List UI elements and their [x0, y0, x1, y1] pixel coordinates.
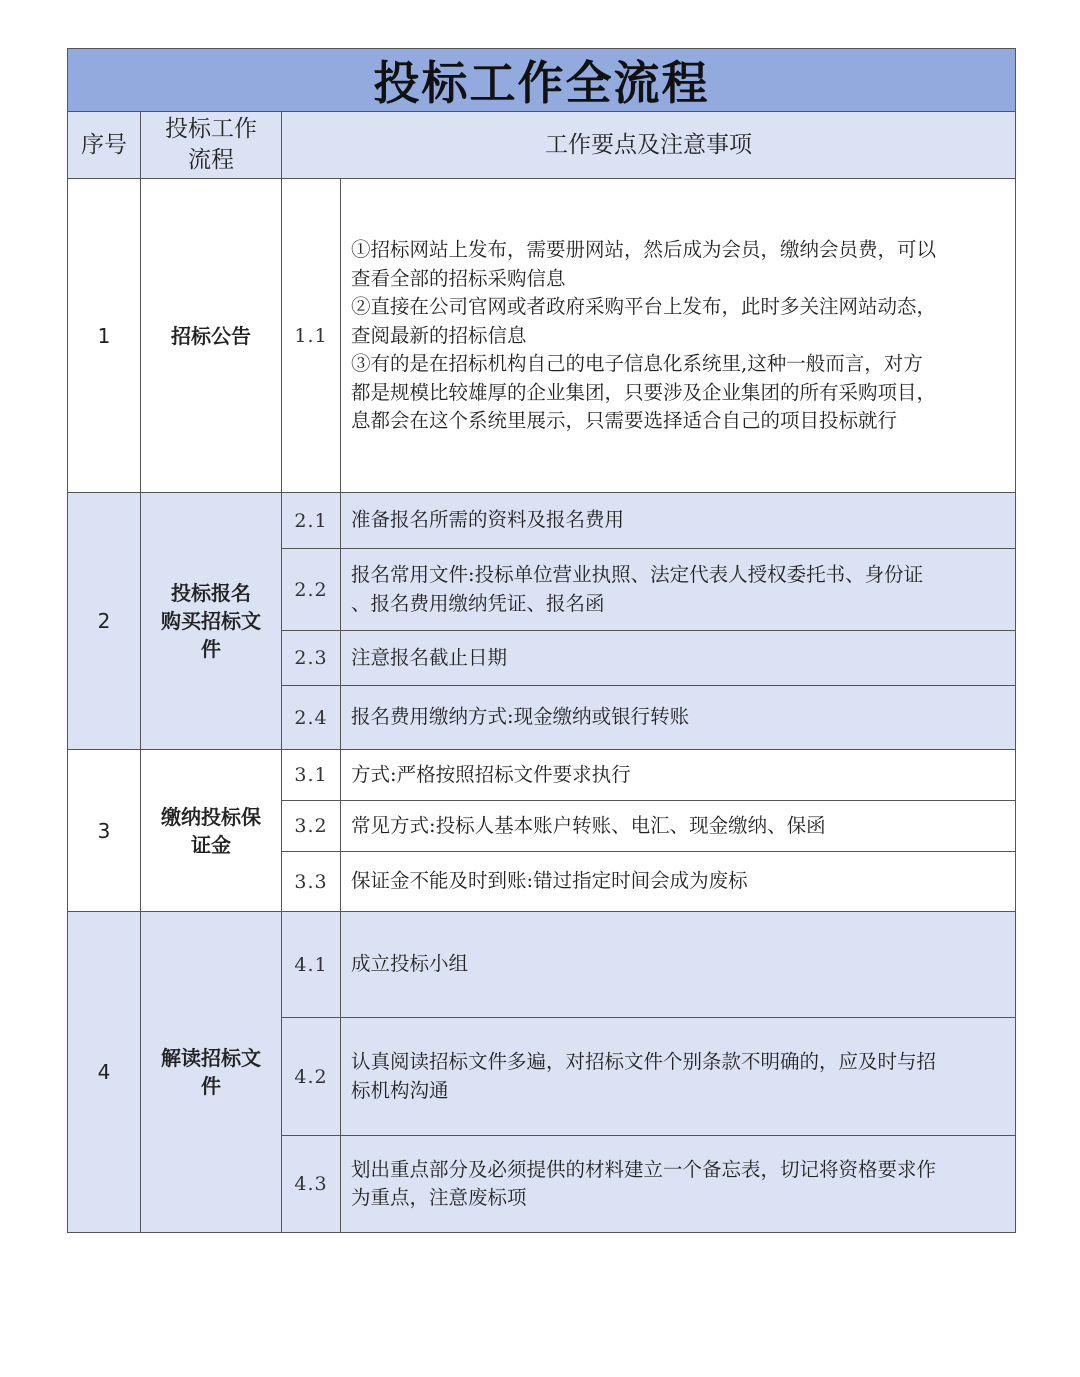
sub-number: 2.4	[282, 686, 341, 750]
stage-name: 解读招标文 件	[141, 912, 282, 1232]
item-text: 准备报名所需的资料及报名费用	[341, 493, 1015, 549]
sub-number: 1.1	[282, 179, 341, 493]
item-text: 方式:严格按照招标文件要求执行	[341, 750, 1015, 801]
item-text: 常见方式:投标人基本账户转账、电汇、现金缴纳、保函	[341, 801, 1015, 852]
item-text: 保证金不能及时到账:错过指定时间会成为废标	[341, 852, 1015, 912]
header-process: 投标工作 流程	[141, 112, 282, 179]
item-text: ①招标网站上发布，需要册网站，然后成为会员，缴纳会员费，可以 查看全部的招标采购信息 ②直接在公司官网或者政府采购平台上发布，此时多关注网站动态， 查阅最新的招标信息 ③有的是在招标机构自己的电子信息化系统里,这种一般而言，对方 都是规模比较雄厚的企业集团，只要涉及企业集团的所有采购项目， 息都会在这个系统里展示，只需要选择适合自己的项目投标就行	[341, 179, 1015, 493]
item-text: 报名常用文件:投标单位营业执照、法定代表人授权委托书、身份证 、报名费用缴纳凭证、报名函	[341, 549, 1015, 631]
item-text: 划出重点部分及必须提供的材料建立一个备忘表，切记将资格要求作 为重点，注意废标项	[341, 1136, 1015, 1232]
sub-number: 3.1	[282, 750, 341, 801]
stage-name: 投标报名 购买招标文 件	[141, 493, 282, 750]
stage-number: 2	[68, 493, 141, 750]
stage-name: 招标公告	[141, 179, 282, 493]
item-text: 成立投标小组	[341, 912, 1015, 1018]
item-text: 认真阅读招标文件多遍，对招标文件个别条款不明确的，应及时与招 标机构沟通	[341, 1018, 1015, 1136]
sub-number: 3.2	[282, 801, 341, 852]
table-title: 投标工作全流程	[68, 49, 1015, 112]
stage-name: 缴纳投标保 证金	[141, 750, 282, 912]
stage-number: 4	[68, 912, 141, 1232]
item-text: 报名费用缴纳方式:现金缴纳或银行转账	[341, 686, 1015, 750]
header-index: 序号	[68, 112, 141, 179]
sub-number: 3.3	[282, 852, 341, 912]
stage-number: 3	[68, 750, 141, 912]
bidding-process-table	[67, 48, 1016, 1233]
sub-number: 4.3	[282, 1136, 341, 1232]
sub-number: 4.1	[282, 912, 341, 1018]
stage-number: 1	[68, 179, 141, 493]
sub-number: 4.2	[282, 1018, 341, 1136]
header-key-points: 工作要点及注意事项	[282, 112, 1015, 179]
sub-number: 2.1	[282, 493, 341, 549]
sub-number: 2.3	[282, 631, 341, 686]
item-text: 注意报名截止日期	[341, 631, 1015, 686]
sub-number: 2.2	[282, 549, 341, 631]
